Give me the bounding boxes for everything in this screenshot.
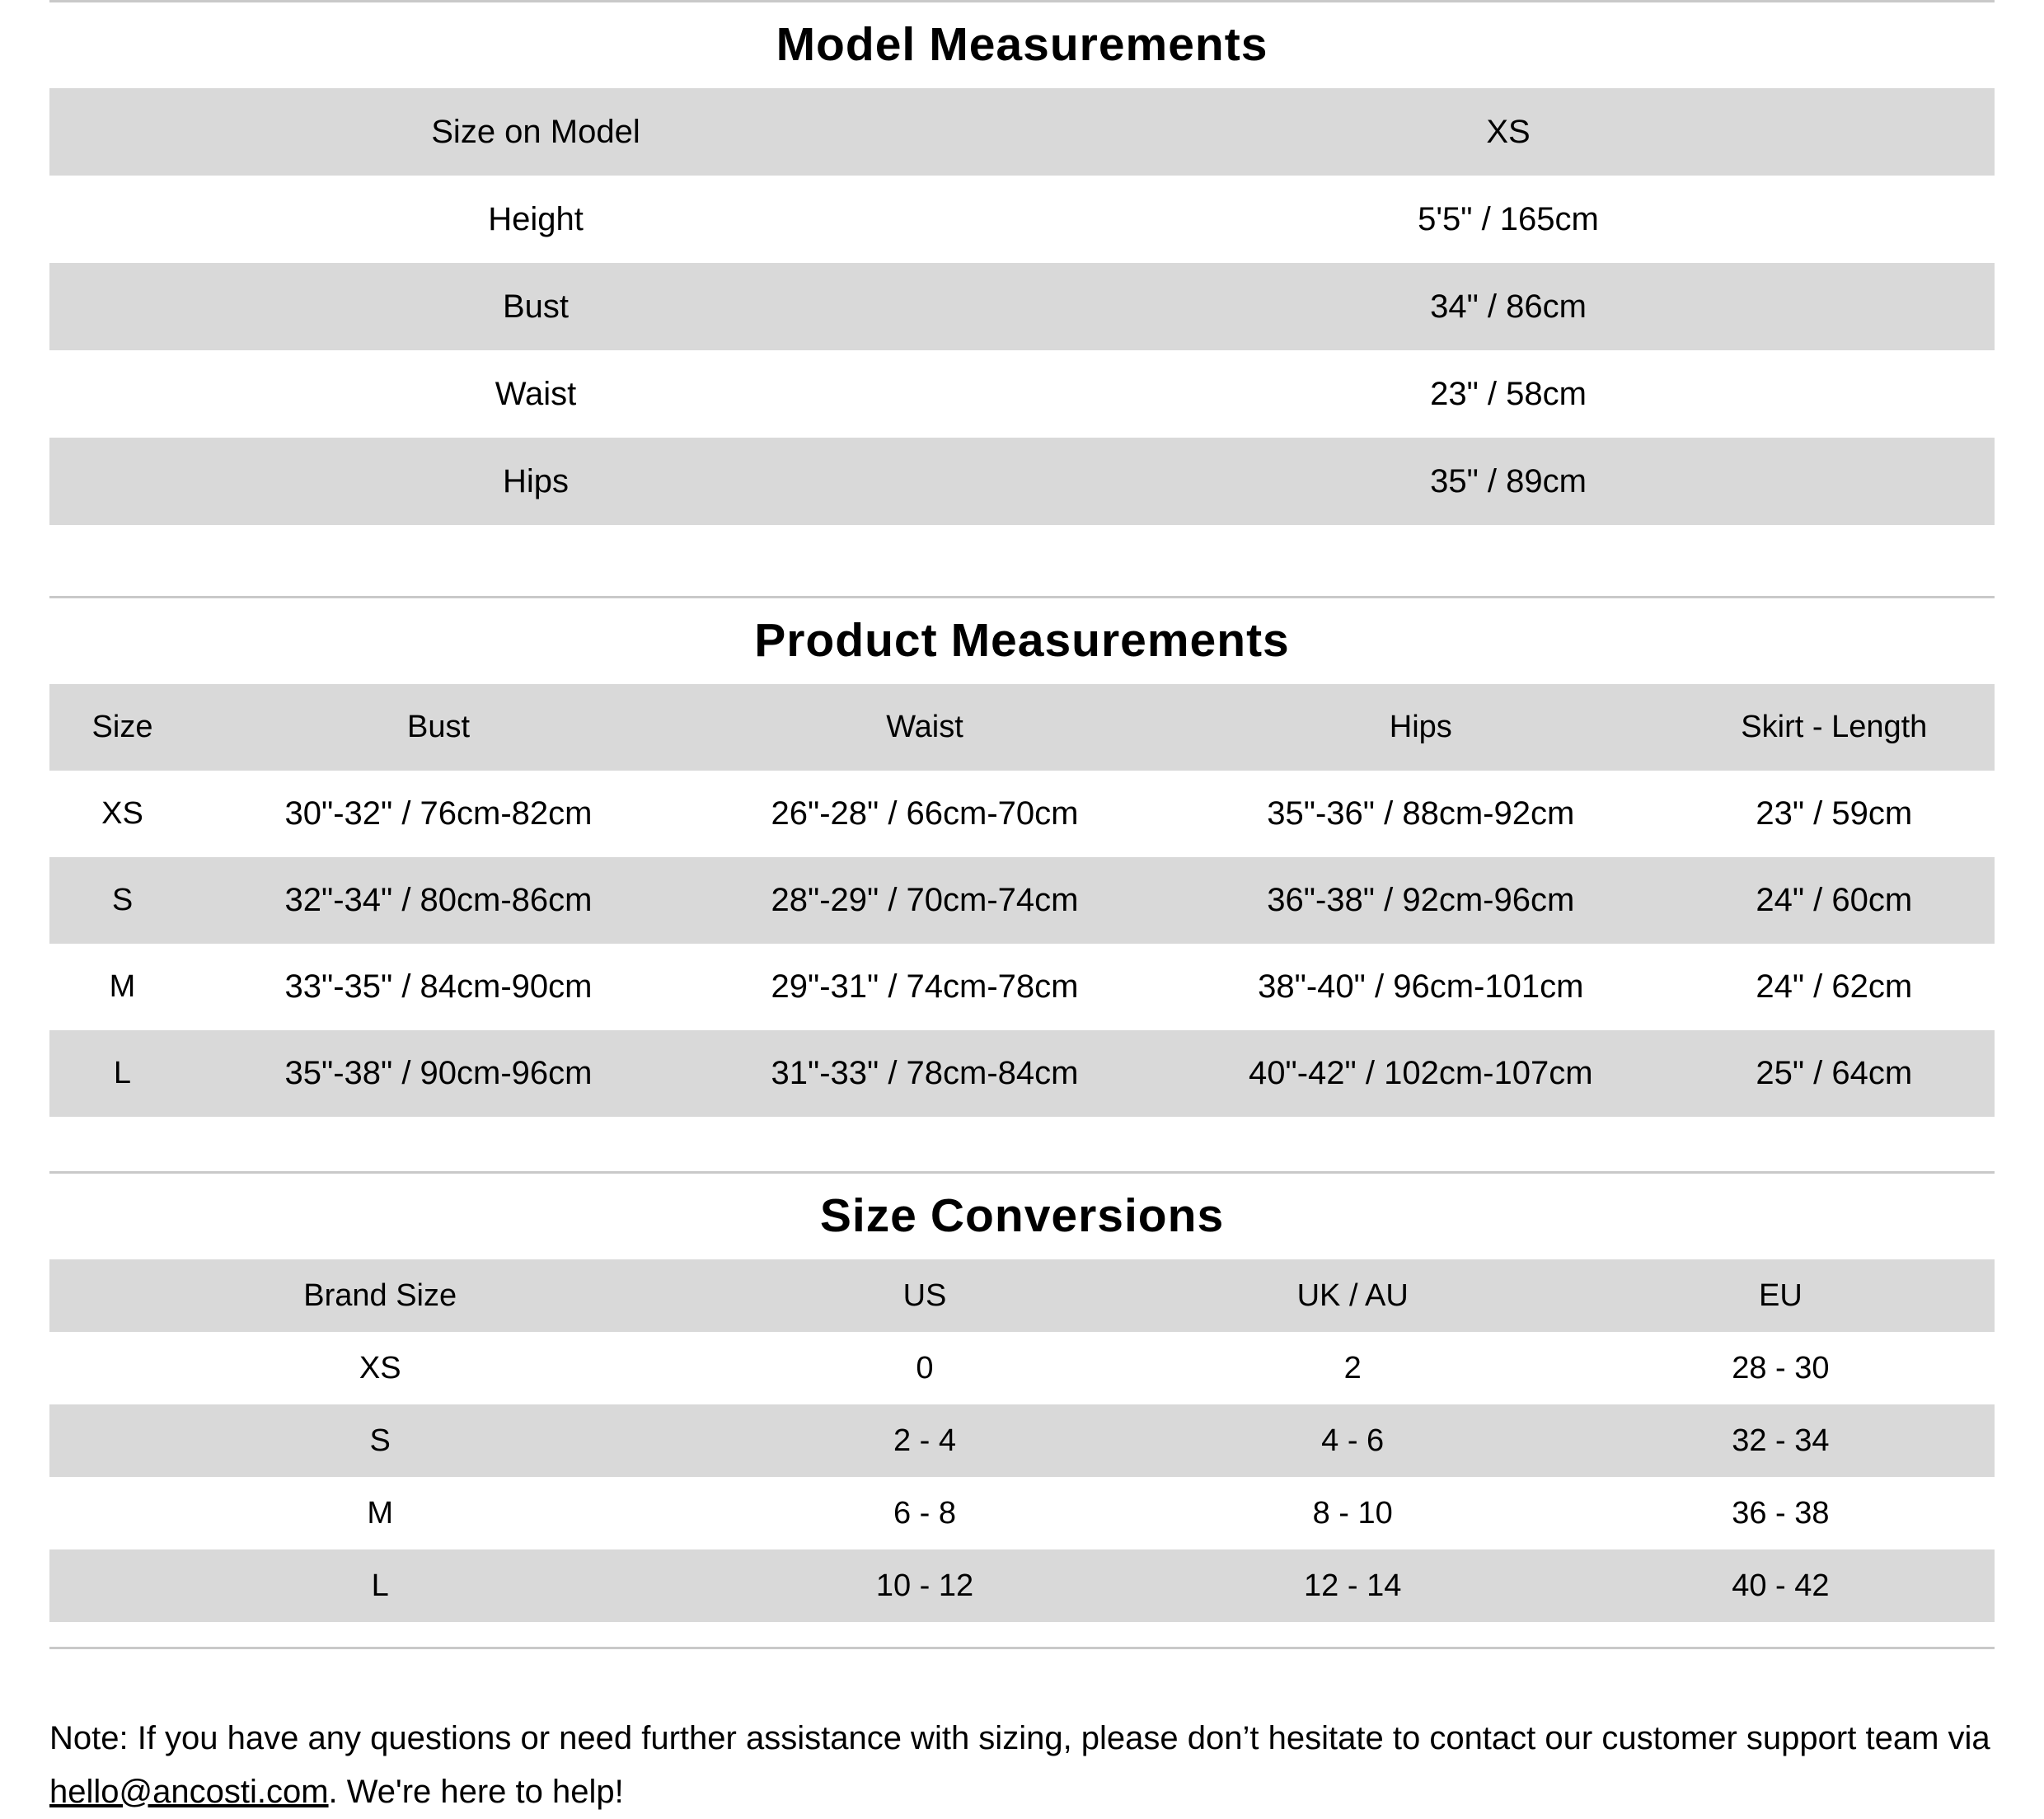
conv-cell-eu: 28 - 30	[1732, 1350, 1830, 1385]
conversions-title-word-2: Conversions	[930, 1189, 1225, 1242]
conv-cell-uk: 2	[1343, 1350, 1362, 1385]
support-email-link[interactable]: hello@ancosti.com	[49, 1773, 329, 1810]
conv-cell-brand: M	[367, 1495, 394, 1531]
product-cell-waist: 31"-33" / 78cm-84cm	[682, 1030, 1168, 1117]
table-row	[49, 1259, 1995, 1332]
table-row	[49, 1477, 1995, 1549]
conv-cell-uk: 4 - 6	[1139, 1404, 1567, 1477]
conv-cell-brand: S	[49, 1404, 710, 1477]
product-cell-length: 24" / 62cm	[1756, 968, 1913, 1005]
model-row-label: Waist	[495, 375, 577, 412]
table-row	[49, 350, 1995, 438]
product-cell-waist: 29"-31" / 74cm-78cm	[771, 968, 1079, 1005]
model-header-value: XS	[1022, 88, 1995, 176]
product-header-hips: Hips	[1168, 684, 1674, 771]
table-row	[49, 857, 1995, 944]
note-text-part-1: Note: If you have any questions or need further assistance with sizing, please don’t hesitate to contact our customer support team via	[49, 1720, 1990, 1756]
product-cell-bust: 30"-32" / 76cm-82cm	[284, 795, 593, 832]
conv-cell-us: 0	[916, 1350, 934, 1385]
product-cell-hips: 38"-40" / 96cm-101cm	[1258, 968, 1584, 1005]
product-cell-size: XS	[101, 796, 143, 831]
product-cell-bust: 35"-38" / 90cm-96cm	[195, 1030, 682, 1117]
product-cell-waist: 28"-29" / 70cm-74cm	[682, 857, 1168, 944]
model-title-word-2: Measurements	[929, 18, 1268, 71]
product-cell-size: S	[49, 857, 195, 944]
model-title-word-1: Model	[776, 18, 917, 71]
model-measurements-table	[49, 88, 1995, 525]
size-conversions-title	[49, 1174, 1995, 1259]
spacer	[49, 1117, 1995, 1171]
table-row	[49, 771, 1995, 857]
table-row	[49, 1404, 1995, 1477]
sizing-note	[49, 1682, 1995, 1819]
table-row	[49, 88, 1995, 176]
model-row-value: 5'5" / 165cm	[1418, 200, 1599, 237]
product-cell-length: 25" / 64cm	[1674, 1030, 1995, 1117]
conv-cell-eu: 32 - 34	[1567, 1404, 1995, 1477]
product-cell-length: 23" / 59cm	[1756, 795, 1913, 832]
product-cell-size: L	[49, 1030, 195, 1117]
conv-header-uk: UK / AU	[1139, 1259, 1567, 1332]
model-header-label: Size on Model	[49, 88, 1022, 176]
product-title-word-1: Product	[754, 614, 938, 667]
divider-note	[49, 1647, 1995, 1649]
model-row-label: Height	[488, 200, 584, 237]
conversions-title-word-1: Size	[819, 1189, 917, 1242]
product-cell-bust: 33"-35" / 84cm-90cm	[284, 968, 593, 1005]
model-row-label: Hips	[49, 438, 1022, 525]
conv-header-eu: EU	[1567, 1259, 1995, 1332]
product-cell-hips: 40"-42" / 102cm-107cm	[1168, 1030, 1674, 1117]
model-row-value: 23" / 58cm	[1430, 375, 1587, 412]
conv-cell-eu: 36 - 38	[1732, 1495, 1830, 1531]
table-row	[49, 684, 1995, 771]
product-header-size: Size	[49, 684, 195, 771]
product-header-waist: Waist	[682, 684, 1168, 771]
model-row-value: 35" / 89cm	[1022, 438, 1995, 525]
table-row	[49, 438, 1995, 525]
conv-cell-brand: XS	[359, 1350, 401, 1385]
model-row-label: Bust	[49, 263, 1022, 350]
conv-cell-brand: L	[49, 1549, 710, 1622]
product-header-length: Skirt - Length	[1674, 684, 1995, 771]
table-row	[49, 176, 1995, 263]
product-measurements-title	[49, 598, 1995, 684]
size-conversions-table	[49, 1259, 1995, 1622]
conv-cell-uk: 12 - 14	[1139, 1549, 1567, 1622]
conv-cell-uk: 8 - 10	[1312, 1495, 1393, 1531]
table-row	[49, 944, 1995, 1030]
product-cell-hips: 36"-38" / 92cm-96cm	[1168, 857, 1674, 944]
spacer	[49, 525, 1995, 596]
conv-cell-us: 6 - 8	[893, 1495, 957, 1531]
table-row	[49, 263, 1995, 350]
product-measurements-table	[49, 684, 1995, 1117]
model-measurements-title	[49, 2, 1995, 88]
product-cell-waist: 26"-28" / 66cm-70cm	[771, 795, 1079, 832]
spacer	[49, 1622, 1995, 1647]
model-row-value: 34" / 86cm	[1022, 263, 1995, 350]
note-text-part-2: . We're here to help!	[328, 1773, 624, 1810]
product-cell-hips: 35"-36" / 88cm-92cm	[1267, 795, 1575, 832]
product-cell-bust: 32"-34" / 80cm-86cm	[195, 857, 682, 944]
table-row	[49, 1030, 1995, 1117]
product-header-bust: Bust	[195, 684, 682, 771]
conv-cell-eu: 40 - 42	[1567, 1549, 1995, 1622]
conv-header-us: US	[710, 1259, 1138, 1332]
conv-cell-us: 10 - 12	[710, 1549, 1138, 1622]
conv-header-brand: Brand Size	[49, 1259, 710, 1332]
conv-cell-us: 2 - 4	[710, 1404, 1138, 1477]
table-row	[49, 1332, 1995, 1404]
table-row	[49, 1549, 1995, 1622]
product-cell-size: M	[109, 969, 136, 1004]
product-title-word-2: Measurements	[950, 614, 1290, 667]
product-cell-length: 24" / 60cm	[1674, 857, 1995, 944]
